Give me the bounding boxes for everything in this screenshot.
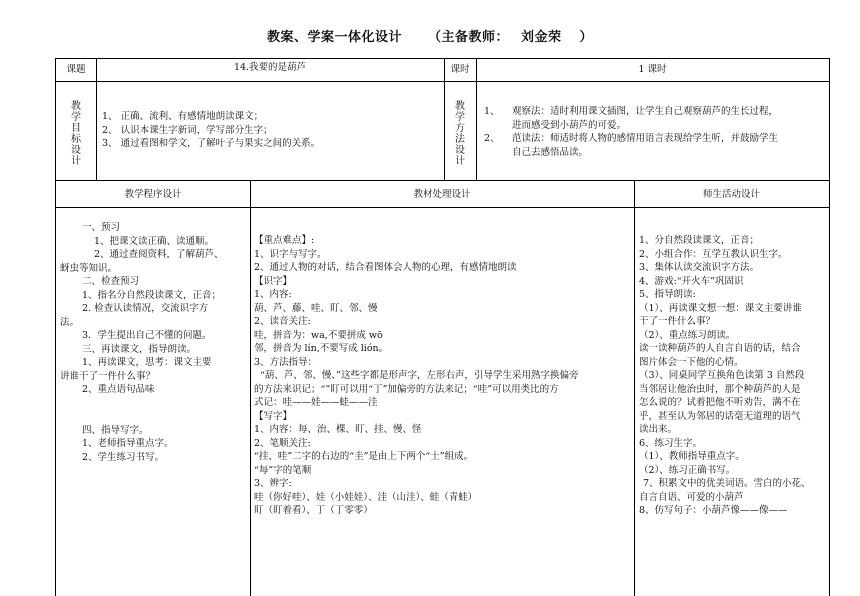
col3-line: 乎，甚至认为邻居的话毫无道理的语气 xyxy=(639,410,801,422)
col1-content xyxy=(60,221,248,464)
col1-line: 1、把课文读正确、读通顺。 xyxy=(94,235,215,247)
col1-line: 法。 xyxy=(60,316,80,328)
col2-line: 邻，拼音为 lín,不要写成 lión。 xyxy=(254,343,389,354)
col2-line: 【写字】 xyxy=(254,410,293,422)
col1-line: 1、指名分自然段读课文，正音； xyxy=(82,289,222,301)
goals-label: 教学目标设计 xyxy=(71,101,81,167)
page-title xyxy=(0,26,860,45)
method-item: 1、 观察法：适时利用课文插图，让学生自己观察葫芦的生长过程， xyxy=(484,106,779,117)
col2-line: 式记：哇——娃——蛙——洼 xyxy=(254,397,378,408)
col1-line: 1、再读课文，思考：课文主要 xyxy=(82,357,212,368)
teacher-name: 刘金荣 xyxy=(521,30,562,45)
col2-line: 的方法来识记；“”盯可以用“丁”加偏旁的方法来记；“哇”可以用类比的方 xyxy=(254,383,559,395)
col3-line: 当邻居让他治虫时，那个种葫芦的人是 xyxy=(639,383,801,395)
col2-line: 2、读音关注: xyxy=(254,316,311,327)
col3-line: 8、仿写句子：小葫芦像——像—— xyxy=(639,505,788,516)
col2-line: 3、辨字: xyxy=(254,478,292,489)
teacher-label: （主备教师： xyxy=(427,30,509,45)
col2-line: 1、内容：每、治、棵、盯、挂、慢、怪 xyxy=(254,424,422,435)
col3-line: （2）、重点练习朗读。 xyxy=(639,329,736,341)
col3-line: 读一读种葫芦的人自言自语的话，结合 xyxy=(639,343,801,354)
col3-line: 读出来。 xyxy=(639,424,678,435)
col3-line: 图片体会一下他的心情。 xyxy=(639,356,744,368)
col2-line: 1、内容: xyxy=(254,289,292,300)
goal-item: 2、 认识本课生字新词，学写部分生字； xyxy=(102,124,273,136)
col1-line: 3．学生提出自己不懂的问题。 xyxy=(82,330,212,341)
col2-line: 盯（盯着看）、丁（丁零零） xyxy=(254,505,373,516)
col1-line: 2、学生练习书写。 xyxy=(82,451,165,463)
col3-line: 怎么说的？试着把他不听劝告，满不在 xyxy=(639,397,801,408)
col1-line: 讲谁干了一件什么事？ xyxy=(60,370,156,382)
col2-line: 1、识字与写字。 xyxy=(254,248,327,260)
col2-line: 哇（你好哇）、娃（小娃娃）、洼（山洼）、蛙（青蛙） xyxy=(254,491,478,503)
goals-list xyxy=(102,110,320,151)
col2-line: 3、方法指导： xyxy=(254,356,318,368)
col3-content xyxy=(639,234,827,518)
row-divider-2 xyxy=(56,180,829,181)
col2-line: 哇，拼音为：wa,不要拼成 wō xyxy=(254,329,383,341)
col1-line: 三、再读课文，指导朗读。 xyxy=(82,343,197,355)
col-divider-c xyxy=(476,59,477,180)
col3-line: 干了一件什么事？ xyxy=(639,316,716,327)
goal-item: 3、 通过看图和学文，了解叶子与果实之间的关系。 xyxy=(102,138,321,149)
teacher-close: ） xyxy=(579,30,594,45)
col3-line: 4、游戏:“开火车”巩固识 xyxy=(639,275,744,287)
col-divider-b xyxy=(444,59,445,180)
col1-line: 1、老师指导重点字。 xyxy=(82,438,174,449)
col3-line: 5、指导朗读: xyxy=(639,289,696,300)
col2-line: 【重点难点】: xyxy=(254,235,315,246)
title-text: 教案、学案一体化设计 xyxy=(266,30,402,45)
topic-label: 课题 xyxy=(66,64,86,75)
col-divider-a xyxy=(96,59,97,180)
col2-line: 2、通过人物的对话，结合看图体会人物的心理，有感情地朗读 xyxy=(254,262,517,273)
col2-line: 【识字】 xyxy=(254,275,293,287)
method-item-cont: 进而感受到小葫芦的可爱。 xyxy=(512,119,627,131)
methods-list xyxy=(484,105,778,159)
hours-value: 1 课时 xyxy=(638,64,667,75)
col1-line: 二、检查预习 xyxy=(82,276,140,287)
method-item: 2、 范读法：师适时将人物的感情用语言表现给学生听，并鼓励学生 xyxy=(484,133,779,144)
topic-value: 14.我要的是葫芦 xyxy=(233,62,307,73)
col1-line: 2、通过查阅资料，了解葫芦、 xyxy=(94,249,224,260)
col-divider-d xyxy=(250,180,251,596)
col3-line: 2、小组合作：互学互教认识生字。 xyxy=(639,248,788,260)
lesson-table xyxy=(55,58,830,596)
hours-label: 课时 xyxy=(450,64,470,75)
col1-line: 2、重点语句品味 xyxy=(82,384,155,395)
col1-line: 蚜虫等知识。 xyxy=(60,262,118,274)
col3-line: 1、分自然段读课文，正音； xyxy=(639,235,760,246)
col3-line: （2）、练习正确书写。 xyxy=(639,464,736,476)
col2-header: 教材处理设计 xyxy=(413,189,471,200)
col1-line: 2. 检查认读情况，交流识字方 xyxy=(82,303,209,314)
methods-label: 教学方法设计 xyxy=(455,101,465,167)
col3-line: 自言自语、可爱的小葫芦 xyxy=(639,491,744,503)
method-item-cont: 自己去感悟品读。 xyxy=(512,146,589,158)
col3-header: 师生活动设计 xyxy=(702,189,760,200)
col3-line: （3）、同桌同学互换角色读第 3 自然段 xyxy=(639,370,805,381)
col2-line: “每”字的笔顺 xyxy=(254,464,312,476)
col2-line: 葫、芦、藤、哇、盯、邻、慢 xyxy=(254,302,378,314)
goal-item: 1、 正确、流利、有感情地朗读课文； xyxy=(102,111,264,122)
col3-line: 6、练习生字。 xyxy=(639,437,703,449)
col3-line: 7、积累文中的优美词语。雪白的小花、 xyxy=(643,478,811,489)
col2-line: 2、笔顺关注: xyxy=(254,437,311,449)
row-divider-3 xyxy=(56,207,829,208)
col3-line: 3、集体认读交流识字方法。 xyxy=(639,262,760,273)
col3-line: （1）、再读课文想一想：课文主要讲谁 xyxy=(639,302,802,314)
col2-line: “挂、哇”二字的右边的“圭”是由上下两个“土”组成。 xyxy=(254,451,474,462)
col1-line: 四、指导写字。 xyxy=(82,424,149,436)
col2-content xyxy=(254,234,632,518)
row-divider-1 xyxy=(56,81,829,82)
col3-line: （1）、教师指导重点字。 xyxy=(639,451,745,462)
col-divider-e xyxy=(634,180,635,596)
col2-line: “葫、芦、邻、慢、”这些字都是形声字，左形右声，引导学生采用熟字换偏旁 xyxy=(260,370,579,381)
col1-header: 教学程序设计 xyxy=(124,189,182,200)
col1-line: 一、预习 xyxy=(82,222,121,233)
